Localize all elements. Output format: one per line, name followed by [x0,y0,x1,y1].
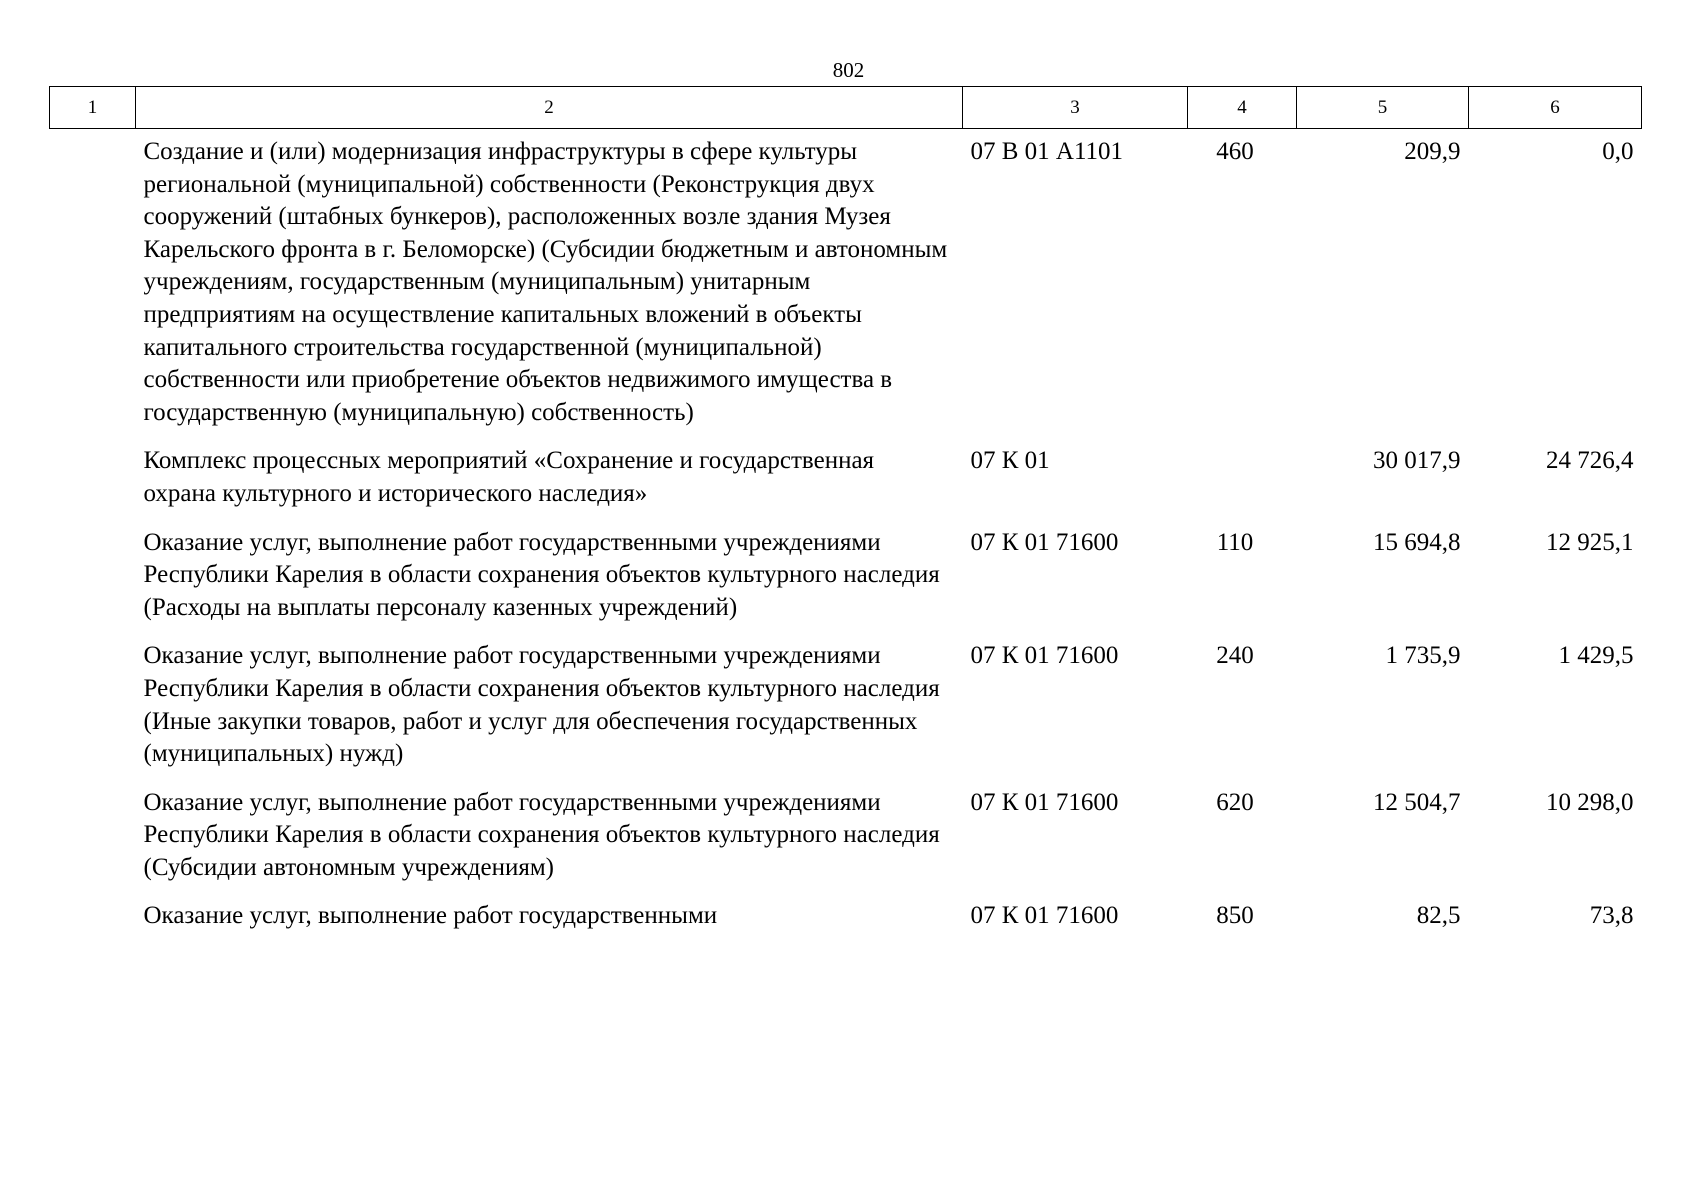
row-number [50,520,136,634]
expense-type-code [1188,438,1297,519]
budget-table [49,86,1642,942]
expense-name: Оказание услуг, выполнение работ государственными учреждениями Республики Карелия в области сохранения объектов культурного наследия (Расходы на выплаты персоналу казенных учреждений) [143,528,940,621]
amount-col-5: 82,5 [1416,902,1461,930]
table-row [50,438,1642,519]
amount-col-6: 1 429,5 [1558,642,1634,670]
table-row [50,780,1642,894]
expense-name: Оказание услуг, выполнение работ государственными учреждениями Республики Карелия в области сохранения объектов культурного наследия (Иные закупки товаров, работ и услуг для обеспечения государственных (муниципальных) нужд) [143,642,940,768]
row-number [50,780,136,894]
expense-name: Оказание услуг, выполнение работ государственными [143,902,718,930]
expense-name: Комплекс процессных мероприятий «Сохранение и государственная охрана культурного и исторического наследия» [143,447,875,507]
expense-name: Оказание услуг, выполнение работ государственными учреждениями Республики Карелия в области сохранения объектов культурного наследия (Субсидии автономным учреждениям) [143,788,940,881]
amount-col-6: 24 726,4 [1546,447,1634,475]
header-col-2: 2 [136,87,963,129]
table-row [50,129,1642,439]
amount-col-5: 1 735,9 [1385,642,1461,670]
amount-col-5: 12 504,7 [1373,788,1461,816]
target-article-code: 07 К 01 71600 [970,902,1119,930]
target-article-code: 07 К 01 71600 [970,528,1119,556]
header-col-6: 6 [1469,87,1642,129]
header-col-5: 5 [1297,87,1469,129]
amount-col-6: 73,8 [1589,902,1634,930]
amount-col-5: 209,9 [1404,138,1461,165]
expense-type-code: 240 [1216,642,1254,670]
expense-name: Создание и (или) модернизация инфраструктуры в сфере культуры региональной (муниципальной) собственности (Реконструкция двух сооружений (штабных бункеров), расположенных возле здания Музея Карельского фронта в г. Беломорске) (Субсидии бюджетным и автономным учреждениям, государственным (муниципальным) унитарным предприятиям на осуществление капитальных вложений в объекты капитального строительства государственной (муниципальной) собственности или приобретение объектов недвижимого имущества в государственную (муниципальную) собственность) [143,138,948,426]
header-col-3: 3 [963,87,1188,129]
table-row [50,520,1642,634]
table-row [50,633,1642,779]
target-article-code: 07 К 01 [970,447,1050,475]
row-number [50,438,136,519]
table-body [50,129,1642,943]
target-article-code: 07 В 01 А1101 [970,138,1124,165]
amount-col-6: 10 298,0 [1546,788,1634,816]
row-number [50,129,136,439]
amount-col-6: 0,0 [1602,138,1634,165]
expense-type-code: 620 [1216,788,1254,816]
target-article-code: 07 К 01 71600 [970,788,1119,816]
expense-type-code: 850 [1216,902,1254,930]
amount-col-5: 15 694,8 [1373,528,1461,556]
expense-type-code: 460 [1216,138,1254,165]
table-header [50,87,1642,129]
page-number: 802 [832,58,865,82]
header-col-4: 4 [1188,87,1297,129]
header-row [50,87,1642,129]
table-row [50,893,1642,942]
row-number [50,633,136,779]
amount-col-6: 12 925,1 [1546,528,1634,556]
expense-type-code: 110 [1216,528,1254,556]
target-article-code: 07 К 01 71600 [970,642,1119,670]
header-col-1: 1 [50,87,136,129]
row-number [50,893,136,942]
amount-col-5: 30 017,9 [1373,447,1461,475]
